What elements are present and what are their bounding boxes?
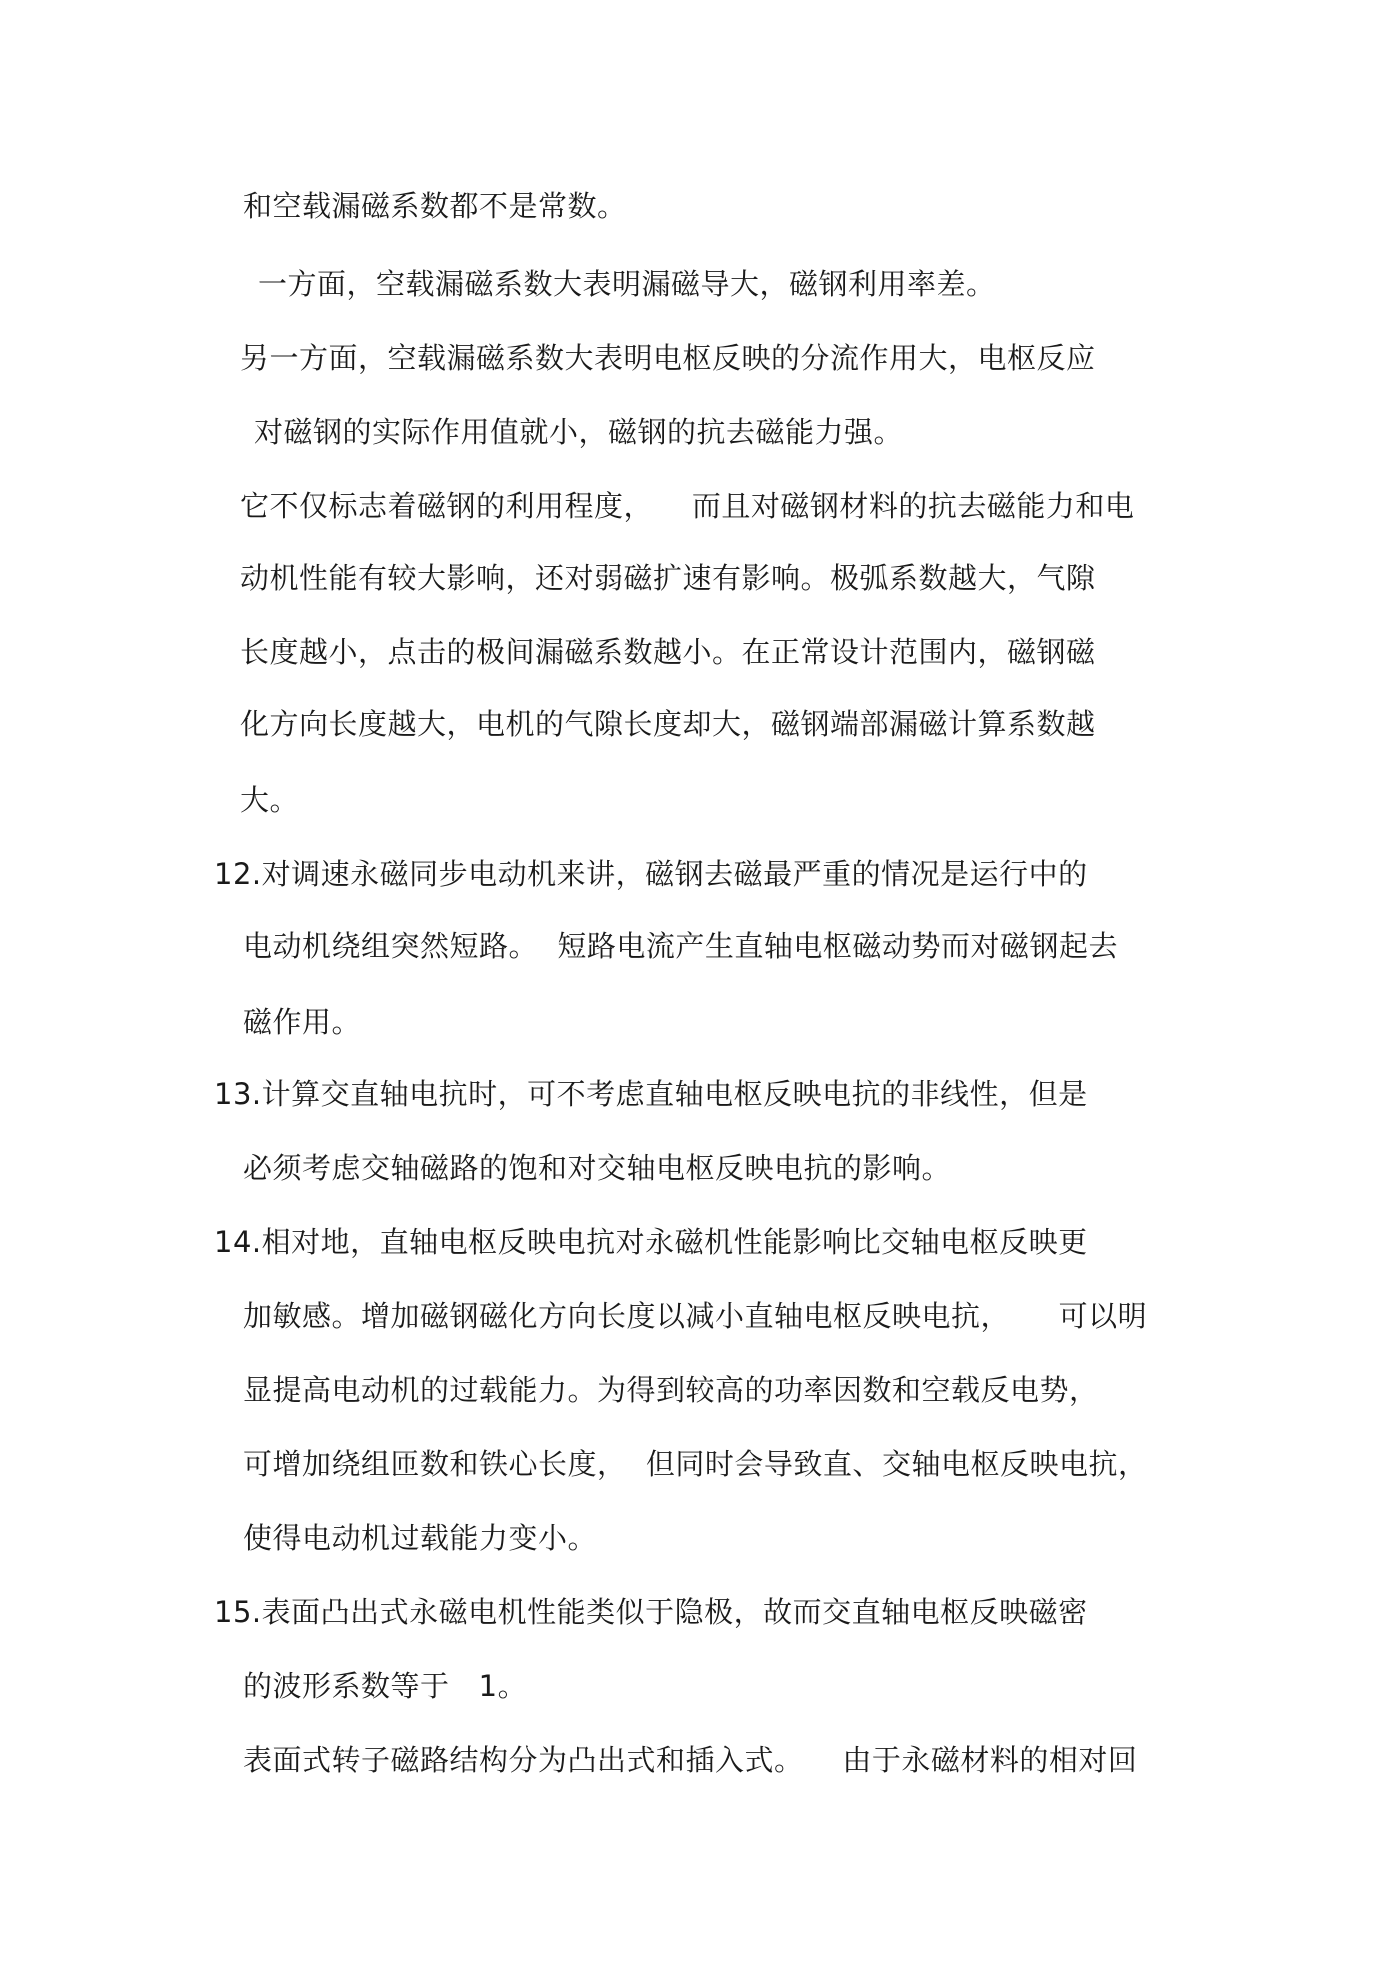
list-item-12: 12.对调速永磁同步电动机来讲，磁钢去磁最严重的情况是运行中的 <box>214 857 1088 891</box>
text-line: 磁作用。 <box>243 1005 362 1039</box>
text-line: 对磁钢的实际作用值就小，磁钢的抗去磁能力强。 <box>254 415 904 449</box>
text-line: 另一方面，空载漏磁系数大表明电枢反映的分流作用大，电枢反应 <box>240 341 1096 375</box>
list-item-15: 15.表面凸出式永磁电机性能类似于隐极，故而交直轴电枢反映磁密 <box>214 1595 1088 1629</box>
text-line: 化方向长度越大，电机的气隙长度却大，磁钢端部漏磁计算系数越 <box>240 707 1096 741</box>
text-line: 可增加绕组匝数和铁心长度， 但同时会导致直、交轴电枢反映电抗， <box>243 1447 1148 1481</box>
text-line: 使得电动机过载能力变小。 <box>243 1521 598 1555</box>
text-line: 加敏感。增加磁钢磁化方向长度以减小直轴电枢反映电抗， 可以明 <box>243 1299 1148 1333</box>
text-line: 的波形系数等于 1。 <box>243 1669 528 1703</box>
text-line: 它不仅标志着磁钢的利用程度， 而且对磁钢材料的抗去磁能力和电 <box>240 489 1135 523</box>
text-line: 和空载漏磁系数都不是常数。 <box>243 189 627 223</box>
text-line: 必须考虑交轴磁路的饱和对交轴电枢反映电抗的影响。 <box>243 1151 952 1185</box>
list-item-13: 13.计算交直轴电抗时，可不考虑直轴电枢反映电抗的非线性，但是 <box>214 1077 1088 1111</box>
text-line: 显提高电动机的过载能力。为得到较高的功率因数和空载反电势， <box>243 1373 1099 1407</box>
text-line: 大。 <box>240 783 300 817</box>
list-item-14: 14.相对地，直轴电枢反映电抗对永磁机性能影响比交轴电枢反映更 <box>214 1225 1088 1259</box>
text-line: 电动机绕组突然短路。 短路电流产生直轴电枢磁动势而对磁钢起去 <box>243 929 1118 963</box>
text-line: 一方面，空载漏磁系数大表明漏磁导大，磁钢利用率差。 <box>258 267 996 301</box>
text-line: 表面式转子磁路结构分为凸出式和插入式。 由于永磁材料的相对回 <box>243 1743 1138 1777</box>
text-line: 动机性能有较大影响，还对弱磁扩速有影响。极弧系数越大，气隙 <box>240 561 1096 595</box>
text-line: 长度越小，点击的极间漏磁系数越小。在正常设计范围内，磁钢磁 <box>240 635 1096 669</box>
